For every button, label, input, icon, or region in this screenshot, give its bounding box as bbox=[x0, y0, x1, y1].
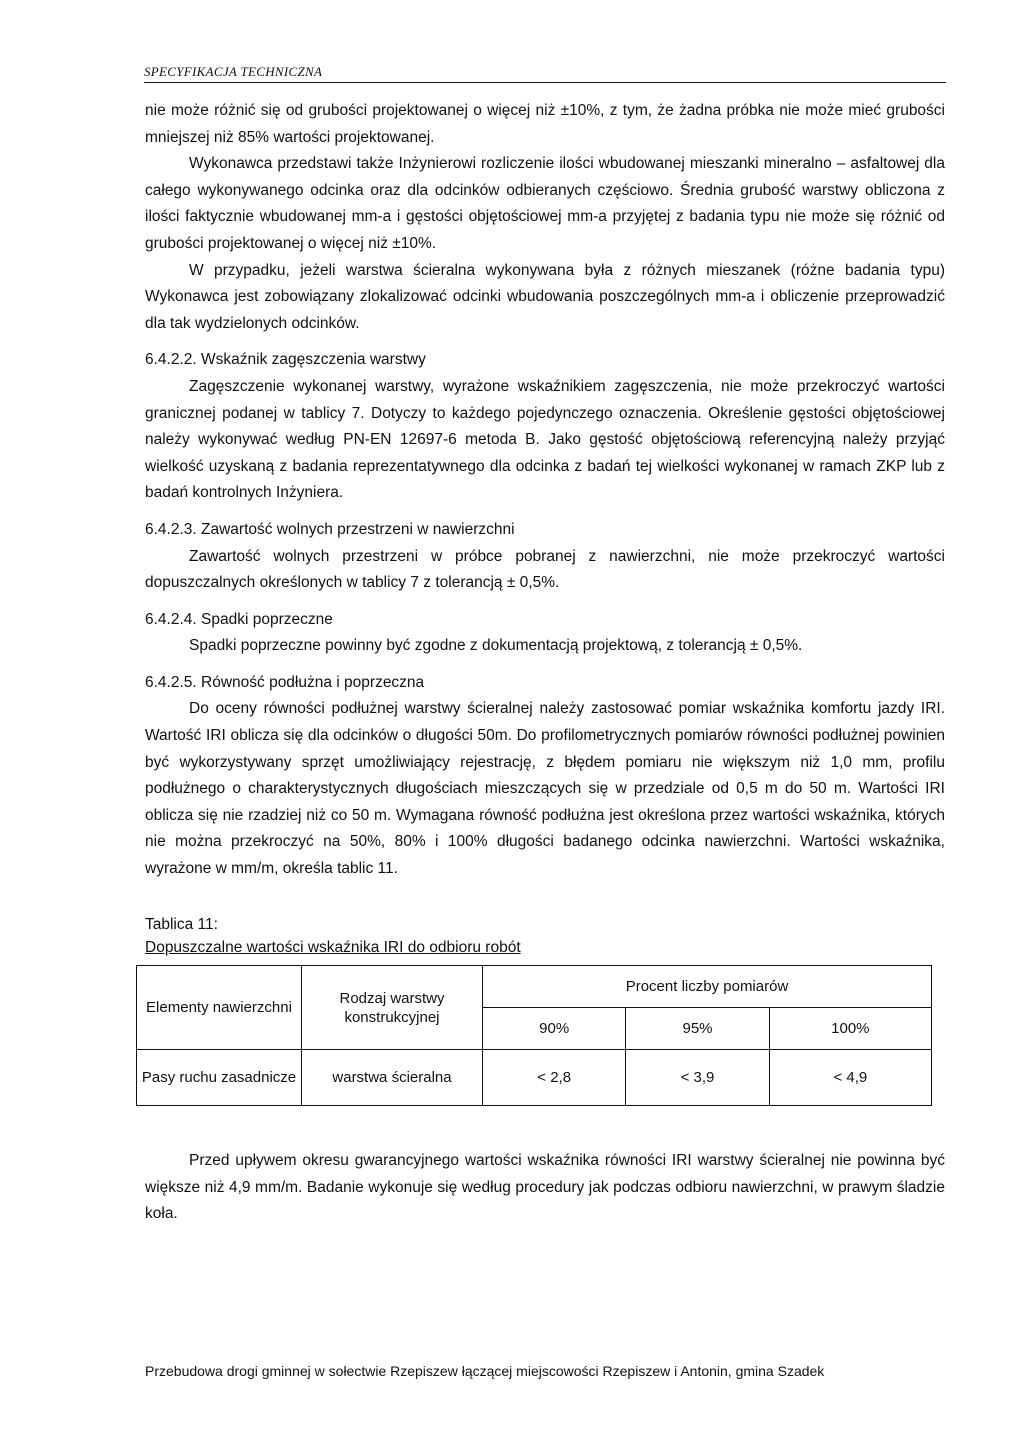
table-header-measurement-percent: Procent liczby pomiarów bbox=[483, 966, 932, 1008]
table-header-layer-type: Rodzaj warstwy konstrukcyjnej bbox=[302, 966, 483, 1050]
table-cell-100: < 4,9 bbox=[769, 1050, 931, 1106]
section-body-6-4-2-3: Zawartość wolnych przestrzeni w próbce pobranej z nawierzchni, nie może przekroczyć wartości dopuszczalnych określonych w tablicy 7 z tolerancją ± 0,5%. bbox=[145, 547, 945, 592]
table-cell-layer: warstwa ścieralna bbox=[302, 1050, 483, 1106]
table-cell-element: Pasy ruchu zasadnicze bbox=[137, 1050, 302, 1106]
table-caption: Tablica 11: bbox=[145, 915, 218, 933]
table-cell-90: < 2,8 bbox=[483, 1050, 626, 1106]
section-body-6-4-2-4: Spadki poprzeczne powinny być zgodne z dokumentacją projektową, z tolerancją ± 0,5%. bbox=[189, 637, 803, 655]
table-header-100: 100% bbox=[769, 1008, 931, 1050]
paragraph-2: Wykonawca przedstawi także Inżynierowi rozliczenie ilości wbudowanej mieszanki mineralno – asfaltowej dla całego wykonywanego odcinka oraz dla odcinków odbieranych częściowo. Średnia grubość warstwy obliczona z ilości faktycznie wbudowanej mm-a i gęstości objętościowej mm-a przyjętej z badania typu nie może się różnić od grubości projektowanej o więcej niż ±10%. bbox=[145, 155, 945, 252]
table-cell-95: < 3,9 bbox=[626, 1050, 769, 1106]
section-heading-6-4-2-4: 6.4.2.4. Spadki poprzeczne bbox=[145, 610, 333, 628]
page-header: SPECYFIKACJA TECHNICZNA bbox=[144, 64, 946, 83]
table-header-95: 95% bbox=[626, 1008, 769, 1050]
paragraph-1: nie może różnić się od grubości projektowanej o więcej niż ±10%, z tym, że żadna próbka nie może mieć grubości mniejszej niż 85% wartości projektowanej. bbox=[145, 102, 945, 146]
section-heading-6-4-2-3: 6.4.2.3. Zawartość wolnych przestrzeni w nawierzchni bbox=[145, 520, 515, 538]
table-subcaption: Dopuszczalne wartości wskaźnika IRI do odbioru robót bbox=[145, 938, 521, 956]
section-body-6-4-2-5: Do oceny równości podłużnej warstwy ścieralnej należy zastosować pomiar wskaźnika komfortu jazdy IRI. Wartość IRI oblicza się dla odcinków o długości 50m. Do profilometrycznych pomiarów równości podłużnej powinien być wykorzystywany sprzęt umożliwiający rejestrację, z błędem pomiaru nie większym niż 1,0 mm, profilu podłużnego o charakterystycznych długościach mieszczących się w przedziale od 0,5 m do 50 m. Wartości IRI oblicza się nie rzadziej niż co 50 m. Wymagana równość podłużna jest określona przez wartości wskaźnika, których nie można przekroczyć na 50%, 80% i 100% długości badanego odcinka nawierzchni. Wartości wskaźnika, wyrażone w mm/m, określa tablic 11. bbox=[145, 700, 945, 878]
document-body bbox=[141, 98, 945, 1228]
section-heading-6-4-2-5: 6.4.2.5. Równość podłużna i poprzeczna bbox=[145, 673, 425, 691]
table-header-elements: Elementy nawierzchni bbox=[137, 966, 302, 1050]
paragraph-3: W przypadku, jeżeli warstwa ścieralna wykonywana była z różnych mieszanek (różne badania typu) Wykonawca jest zobowiązany zlokalizować odcinki wbudowania poszczególnych mm-a i obliczenie przeprowadzić dla tak wydzielonych odcinków. bbox=[145, 261, 945, 332]
table-row bbox=[137, 1050, 932, 1106]
page-footer: Przebudowa drogi gminnej w sołectwie Rzepiszew łączącej miejscowości Rzepiszew i Antonin, gmina Szadek bbox=[145, 1363, 825, 1379]
paragraph-after-table: Przed upływem okresu gwarancyjnego wartości wskaźnika równości IRI warstwy ścieralnej nie powinna być większe niż 4,9 mm/m. Badanie wykonuje się według procedury jak podczas odbioru nawierzchni, w prawym śladzie koła. bbox=[145, 1152, 945, 1223]
section-heading-6-4-2-2: 6.4.2.2. Wskaźnik zagęszczenia warstwy bbox=[145, 351, 426, 369]
section-body-6-4-2-2: Zagęszczenie wykonanej warstwy, wyrażone wskaźnikiem zagęszczenia, nie może przekroczyć wartości granicznej podanej w tablicy 7. Dotyczy to każdego pojedynczego oznaczenia. Określenie gęstości objętościowej należy wykonywać według PN-EN 12697-6 metoda B. Jako gęstość objętościową referencyjną należy przyjąć wielkość uzyskaną z badania reprezentatywnego dla odcinka z badań tej wielkości wykonanej w ramach ZKP lub z badań kontrolnych Inżyniera. bbox=[145, 377, 945, 502]
table-header-90: 90% bbox=[483, 1008, 626, 1050]
iri-table bbox=[136, 965, 932, 1106]
